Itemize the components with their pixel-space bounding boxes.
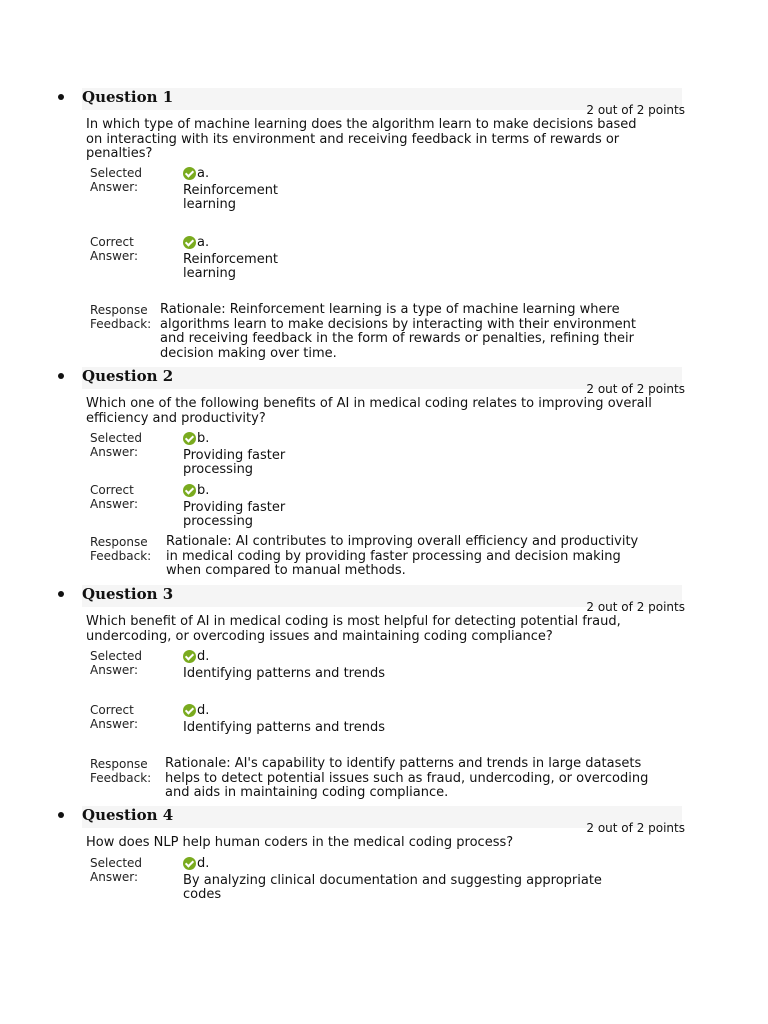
- correct-check-icon: [183, 650, 196, 663]
- response-feedback-label: Response Feedback:: [90, 303, 152, 331]
- correct-answer: b. Providing faster processing: [183, 483, 286, 529]
- question-title: Question 1: [82, 88, 174, 106]
- correct-answer: d. Identifying patterns and trends: [183, 703, 385, 735]
- selected-answer-label: Selected Answer:: [90, 649, 143, 677]
- selected-answer-label: Selected Answer:: [90, 856, 143, 884]
- selected-answer-label: Selected Answer:: [90, 431, 143, 459]
- bullet: [58, 812, 64, 818]
- question-title: Question 2: [82, 367, 174, 385]
- correct-check-icon: [183, 704, 196, 717]
- selected-answer: d. By analyzing clinical documentation and suggesting appropriate codes: [183, 856, 602, 902]
- points-score: 2 out of 2 points: [586, 821, 685, 835]
- response-feedback: Rationale: AI contributes to improving overall efficiency and productivity in medical coding by providing faster processing and decision making when compared to manual methods.: [166, 534, 639, 578]
- points-score: 2 out of 2 points: [586, 382, 685, 396]
- question-text: How does NLP help human coders in the medical coding process?: [86, 835, 514, 850]
- question-title: Question 3: [82, 585, 174, 603]
- selected-answer: b. Providing faster processing: [183, 431, 286, 477]
- correct-answer-label: Correct Answer:: [90, 235, 139, 263]
- correct-check-icon: [183, 857, 196, 870]
- points-score: 2 out of 2 points: [586, 103, 685, 117]
- response-feedback-label: Response Feedback:: [90, 535, 152, 563]
- response-feedback: Rationale: AI's capability to identify patterns and trends in large datasets helps to detect potential issues such as fraud, undercoding, or overcoding and aids in maintaining coding compliance.: [165, 756, 649, 800]
- question-text: Which one of the following benefits of AI in medical coding relates to improving overall efficiency and productivity?: [86, 396, 652, 426]
- question-text: In which type of machine learning does the algorithm learn to make decisions based on interacting with its environment and receiving feedback in terms of rewards or penalties?: [86, 117, 637, 161]
- selected-answer: a. Reinforcement learning: [183, 166, 279, 212]
- question-text: Which benefit of AI in medical coding is most helpful for detecting potential fraud, undercoding, or overcoding issues and maintaining coding compliance?: [86, 614, 621, 644]
- correct-check-icon: [183, 167, 196, 180]
- selected-answer-label: Selected Answer:: [90, 166, 143, 194]
- bullet: [58, 94, 64, 100]
- correct-answer-label: Correct Answer:: [90, 483, 139, 511]
- correct-check-icon: [183, 236, 196, 249]
- bullet: [58, 373, 64, 379]
- points-score: 2 out of 2 points: [586, 600, 685, 614]
- bullet: [58, 591, 64, 597]
- response-feedback: Rationale: Reinforcement learning is a type of machine learning where algorithms learn to make decisions by interacting with their environment and receiving feedback in the form of rewards or penalties, refining their decision making over time.: [160, 302, 636, 361]
- correct-answer-label: Correct Answer:: [90, 703, 139, 731]
- question-title: Question 4: [82, 806, 174, 824]
- correct-answer: a. Reinforcement learning: [183, 235, 279, 281]
- response-feedback-label: Response Feedback:: [90, 757, 152, 785]
- correct-check-icon: [183, 484, 196, 497]
- selected-answer: d. Identifying patterns and trends: [183, 649, 385, 681]
- correct-check-icon: [183, 432, 196, 445]
